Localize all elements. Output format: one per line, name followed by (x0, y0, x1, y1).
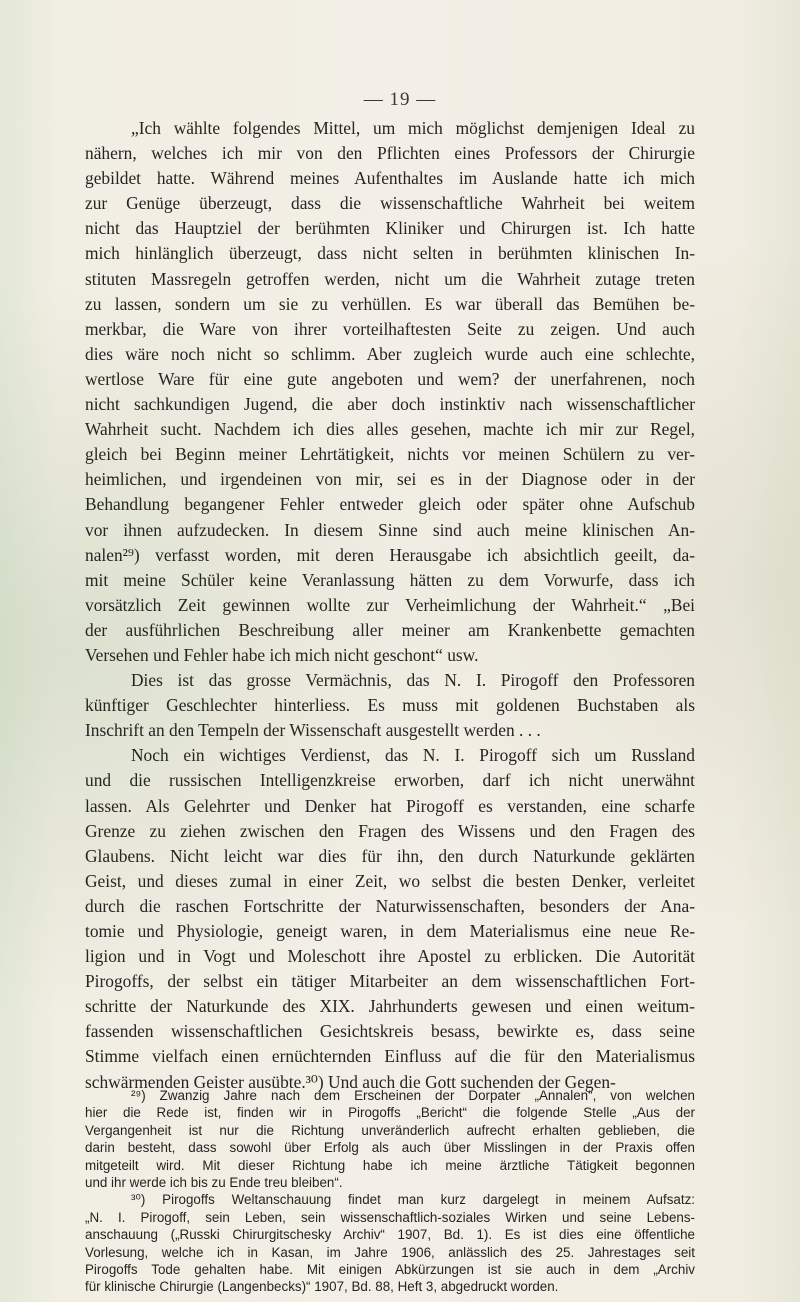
text-line: Grenze zu ziehen zwischen den Fragen des Wissens und den Fragen des (85, 820, 695, 841)
footnote-line: für klinische Chirurgie (Langenbecks)“ 1907, Bd. 88, Heft 3, abgedruckt worden. (85, 1279, 559, 1295)
text-line: Noch ein wichtiges Verdienst, das N. I. Pirogoff sich um Russland (131, 745, 695, 766)
text-line: schritte der Naturkunde des XIX. Jahrhunderts gewesen und einen weitum- (85, 996, 695, 1017)
footnote-line: darin besteht, dass sowohl über Erfolg als auch über Misslingen in der Praxis offen (85, 1140, 695, 1156)
text-line: Glaubens. Nicht leicht war dies für ihn, den durch Naturkunde geklärten (85, 845, 695, 866)
footnote-line: hier die Rede ist, finden wir in Pirogoffs „Bericht“ die folgende Stelle „Aus der (85, 1105, 695, 1121)
page-number: — 19 — (363, 89, 437, 110)
text-line: schwärmenden Geister ausübte.³⁰) Und auch die Gott suchenden der Gegen- (85, 1071, 616, 1092)
footnote-line: ²⁹) Zwanzig Jahre nach dem Erscheinen der Dorpater „Annalen“, von welchen (131, 1088, 695, 1103)
text-line: der ausführlichen Beschreibung aller meiner am Krankenbette gemachten (85, 619, 695, 640)
main-text (85, 116, 695, 1095)
text-line: heimlichen, und irgendeinen von mir, sei es in der Diagnose oder in der (85, 469, 695, 490)
text-line: Stimme vielfach einen ernüchternden Einfluss auf die für den Materialismus (85, 1046, 695, 1067)
footnote-line: anschauung („Russki Chirurgitschesky Archiv“ 1907, Bd. 1). Es ist dies eine öffentliche (85, 1227, 695, 1243)
text-line: gleich bei Beginn meiner Lehrtätigkeit, nichts vor meinen Schülern zu ver- (85, 444, 695, 465)
text-line: nicht das Hauptziel der berühmten Kliniker und Chirurgen ist. Ich hatte (85, 218, 695, 239)
text-line: zur Genüge überzeugt, dass die wissenschaftliche Wahrheit bei weitem (85, 193, 695, 214)
text-line: mich hinlänglich überzeugt, dass nicht selten in berühmten klinischen In- (85, 243, 695, 264)
text-line: tomie und Physiologie, geneigt waren, in dem Materialismus eine neue Re- (85, 921, 695, 941)
footnote-line: „N. I. Pirogoff, sein Leben, sein wissenschaftlich-soziales Wirken und seine Lebens- (85, 1209, 695, 1225)
text-line: „Ich wählte folgendes Mittel, um mich möglichst demjenigen Ideal zu (131, 118, 695, 138)
footnote-line: ³⁰) Pirogoffs Weltanschauung findet man kurz dargelegt in meinem Aufsatz: (131, 1192, 695, 1208)
text-line: vor ihnen aufzudecken. In diesem Sinne sind auch meine klinischen An- (85, 519, 695, 540)
text-line: Inschrift an den Tempeln der Wissenschaft ausgestellt werden . . . (85, 720, 541, 741)
footnote-line: Vergangenheit ist nur die Richtung unveränderlich aufrecht erhalten geblieben, die (85, 1122, 695, 1138)
text-line: Dies ist das grosse Vermächnis, das N. I. Pirogoff den Professoren (131, 670, 695, 691)
text-line: nalen²⁹) verfasst worden, mit deren Herausgabe ich absichtlich geeilt, da- (85, 544, 695, 565)
text-line: Behandlung begangener Fehler entweder gleich oder später ohne Aufschub (85, 494, 695, 515)
text-line: stituten Massregeln getroffen werden, nicht um die Wahrheit zutage treten (85, 268, 695, 289)
footnote-line: Pirogoffs Tode gehalten habe. Mit einigen Abkürzungen ist sie auch in dem „Archiv (85, 1261, 695, 1277)
text-line: und die russischen Intelligenzkreise erworben, darf ich nicht unerwähnt (85, 770, 695, 791)
text-line: Versehen und Fehler habe ich mich nicht geschont“ usw. (85, 644, 479, 665)
text-line: mit meine Schüler keine Veranlassung hätten zu dem Vorwurfe, dass ich (85, 569, 695, 590)
footnote-line: Vorlesung, welche ich in Kasan, im Jahre 1906, anlässlich des 25. Jahrestages seit (85, 1244, 695, 1260)
footnote-line: mitgeteilt wird. Mit dieser Richtung habe ich meine ärztliche Tätigkeit begonnen (85, 1157, 695, 1173)
text-line: künftiger Geschlechter hinterliess. Es muss mit goldenen Buchstaben als (85, 695, 695, 716)
text-line: nähern, welches ich mir von den Pflichten eines Professors der Chirurgie (85, 143, 695, 164)
text-line: wertlose Ware für eine gute angeboten und wem? der unerfahrenen, noch (85, 368, 695, 389)
text-line: ligion und in Vogt und Moleschott ihre Apostel zu erblicken. Die Autorität (85, 946, 695, 967)
text-line: fassenden wissenschaftlichen Gesichtskreis besass, bewirkte es, dass seine (85, 1021, 695, 1042)
footnote-line: und ihr werde ich bis zu Ende treu bleiben“. (85, 1174, 343, 1190)
text-line: merkbar, die Ware von ihrer vorteilhaftesten Seite zu zeigen. Und auch (85, 318, 695, 339)
text-line: nicht sachkundigen Jugend, die aber doch instinktiv nach wissenschaftlicher (85, 394, 695, 415)
text-line: zu lassen, sondern um sie zu verhüllen. Es war überall das Bemühen be- (85, 293, 695, 314)
text-line: Geist, und dieses zumal in einer Zeit, wo selbst die besten Denker, verleitet (85, 870, 695, 891)
text-line: Pirogoffs, der selbst ein tätiger Mitarbeiter an dem wissenschaftlichen Fort- (85, 971, 695, 992)
text-line: gebildet hatte. Während meines Aufenthaltes im Auslande hatte ich mich (85, 168, 695, 189)
text-line: lassen. Als Gelehrter und Denker hat Pirogoff es verstanden, eine scharfe (85, 795, 695, 816)
footnotes (85, 1087, 695, 1296)
text-line: vorsätzlich Zeit gewinnen wollte zur Verheimlichung der Wahrheit.“ „Bei (85, 594, 695, 615)
text-line: dies wäre noch nicht so schlimm. Aber zugleich wurde auch eine schlechte, (85, 343, 695, 364)
text-line: durch die raschen Fortschritte der Naturwissenschaften, besonders der Ana- (85, 895, 695, 916)
text-line: Wahrheit sucht. Nachdem ich dies alles gesehen, machte ich mir zur Regel, (85, 419, 695, 440)
